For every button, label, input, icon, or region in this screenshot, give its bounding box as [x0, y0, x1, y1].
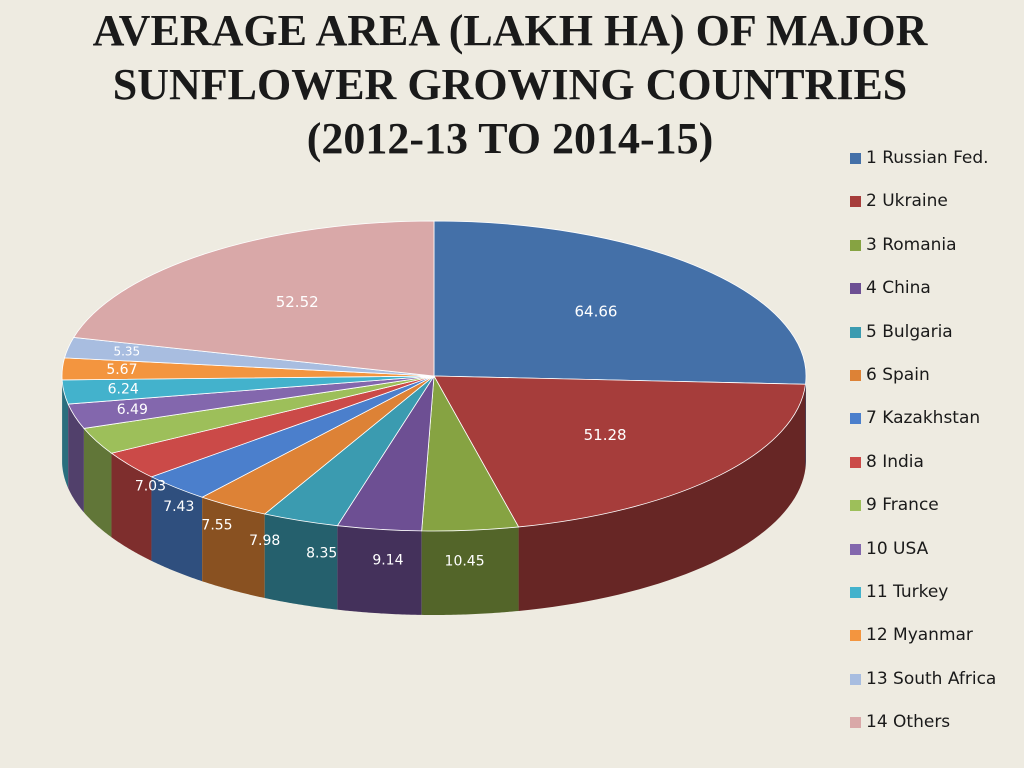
data-label-11: 6.24 [107, 381, 139, 398]
legend-item [850, 539, 996, 582]
legend-swatch [850, 196, 861, 207]
legend-swatch [850, 240, 861, 251]
pie-side-3 [422, 527, 519, 615]
legend-label: 5 Bulgaria [866, 321, 953, 342]
legend-swatch [850, 630, 861, 641]
legend-label: 9 France [866, 495, 939, 516]
data-label-8: 7.43 [163, 498, 195, 515]
pie-side-4 [337, 526, 421, 615]
legend-item [850, 148, 996, 191]
legend-label: 4 China [866, 278, 931, 299]
legend-swatch [850, 457, 861, 468]
legend-label: 2 Ukraine [866, 191, 948, 212]
data-label-12: 5.67 [106, 362, 138, 378]
legend-swatch [850, 717, 861, 728]
legend-item [850, 322, 996, 365]
legend-label: 7 Kazakhstan [866, 408, 981, 429]
data-label-5: 8.35 [306, 545, 338, 562]
legend-item [850, 495, 996, 538]
chart-legend [850, 148, 996, 755]
data-label-9: 7.03 [134, 478, 166, 495]
legend-label: 1 Russian Fed. [866, 148, 989, 168]
title-line-2: SUNFLOWER GROWING COUNTRIES [112, 60, 908, 109]
legend-label: 3 Romania [866, 234, 957, 255]
data-label-6: 7.98 [249, 533, 281, 550]
legend-swatch [850, 153, 861, 164]
title-line-3: (2012-13 TO 2014-15) [306, 114, 714, 163]
legend-swatch [850, 587, 861, 598]
legend-swatch [850, 413, 861, 424]
legend-label: 12 Myanmar [866, 625, 973, 646]
data-label-4: 9.14 [372, 552, 404, 569]
legend-item [850, 408, 996, 451]
legend-swatch [850, 544, 861, 555]
legend-label: 8 India [866, 451, 924, 472]
data-label-13: 5.35 [113, 344, 141, 359]
legend-item [850, 669, 996, 712]
title-line-1: AVERAGE AREA (LAKH HA) OF MAJOR [92, 6, 928, 55]
data-label-2: 51.28 [583, 426, 627, 445]
legend-label: 6 Spain [866, 364, 930, 385]
pie-side-5 [265, 514, 338, 610]
legend-item [850, 625, 996, 668]
legend-item [850, 452, 996, 495]
legend-label: 13 South Africa [866, 668, 997, 689]
legend-item [850, 191, 996, 234]
legend-swatch [850, 283, 861, 294]
data-label-7: 7.55 [201, 517, 233, 534]
data-label-10: 6.49 [116, 401, 148, 418]
legend-swatch [850, 370, 861, 381]
legend-swatch [850, 674, 861, 685]
pie-side-1 [805, 376, 806, 468]
legend-swatch [850, 327, 861, 338]
data-label-14: 52.52 [275, 293, 319, 311]
legend-item [850, 278, 996, 321]
legend-item [850, 365, 996, 408]
data-label-1: 64.66 [574, 302, 618, 321]
pie-slice-1 [434, 221, 806, 384]
legend-item [850, 582, 996, 625]
legend-label: 10 USA [866, 538, 929, 559]
legend-label: 11 Turkey [866, 581, 949, 602]
legend-label: 14 Others [866, 712, 951, 733]
legend-swatch [850, 500, 861, 511]
legend-item [850, 712, 996, 755]
legend-item [850, 235, 996, 278]
data-label-3: 10.45 [444, 553, 485, 570]
pie-top [62, 221, 806, 531]
